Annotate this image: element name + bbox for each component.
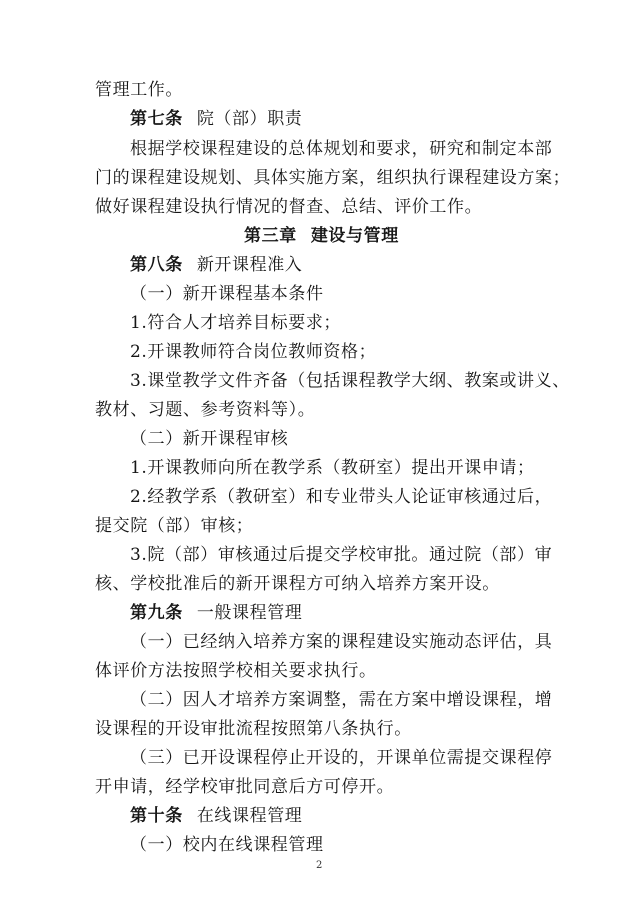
text-line: （一）已经纳入培养方案的课程建设实施动态评估，具	[130, 632, 553, 652]
text-line: 3.院（部）审核通过后提交学校审批。通过院（部）审	[130, 545, 553, 565]
text-line: 设课程的开设审批流程按照第八条执行。	[95, 719, 412, 739]
chapter-3-label: 第三章	[244, 226, 297, 246]
text-line: 做好课程建设执行情况的督查、总结、评价工作。	[95, 197, 483, 217]
text-line: 教材、习题、参考资料等）。	[95, 400, 316, 420]
article-10-heading	[130, 804, 302, 828]
text-line: 体评价方法按照学校相关要求执行。	[95, 661, 377, 681]
text-line: 开申请，经学校审批同意后方可停开。	[95, 777, 395, 797]
article-10-title: 在线课程管理	[196, 806, 303, 826]
text-line: （二）新开课程审核	[130, 429, 289, 449]
article-8-heading	[130, 253, 302, 277]
page-number: 2	[316, 860, 323, 871]
article-9-heading	[130, 601, 302, 625]
text-line: 管理工作。	[95, 80, 183, 100]
text-line: 1.符合人才培养目标要求；	[130, 313, 342, 333]
text-line: （一）校内在线课程管理	[130, 835, 324, 855]
chapter-3-heading	[244, 224, 399, 248]
text-line: 3.课堂教学文件齐备（包括课程教学大纲、教案或讲义、	[130, 371, 570, 391]
article-8-label: 第八条	[130, 255, 183, 275]
article-9-title: 一般课程管理	[196, 603, 303, 623]
text-line: 提交院（部）审核；	[95, 516, 254, 536]
article-7-label: 第七条	[130, 109, 183, 129]
text-line: 门的课程建设规划、具体实施方案，组织执行课程建设方案；	[95, 168, 571, 188]
article-8-title: 新开课程准入	[196, 255, 303, 275]
chapter-3-title: 建设与管理	[310, 226, 399, 246]
text-line: 核、学校批准后的新开课程方可纳入培养方案开设。	[95, 574, 500, 594]
text-line: （一）新开课程基本条件	[130, 284, 324, 304]
text-line: 2.经教学系（教研室）和专业带头人论证审核通过后，	[130, 487, 553, 507]
article-7-title: 院（部）职责	[196, 109, 303, 129]
text-line: 根据学校课程建设的总体规划和要求，研究和制定本部	[130, 139, 553, 159]
article-9-label: 第九条	[130, 603, 183, 623]
article-7-heading	[130, 107, 302, 131]
text-line: （三）已开设课程停止开设的，开课单位需提交课程停	[130, 748, 553, 768]
text-line: 2.开课教师符合岗位教师资格；	[130, 342, 377, 362]
article-10-label: 第十条	[130, 806, 183, 826]
text-line: 1.开课教师向所在教学系（教研室）提出开课申请；	[130, 458, 535, 478]
text-line: （二）因人才培养方案调整，需在方案中增设课程，增	[130, 690, 553, 710]
